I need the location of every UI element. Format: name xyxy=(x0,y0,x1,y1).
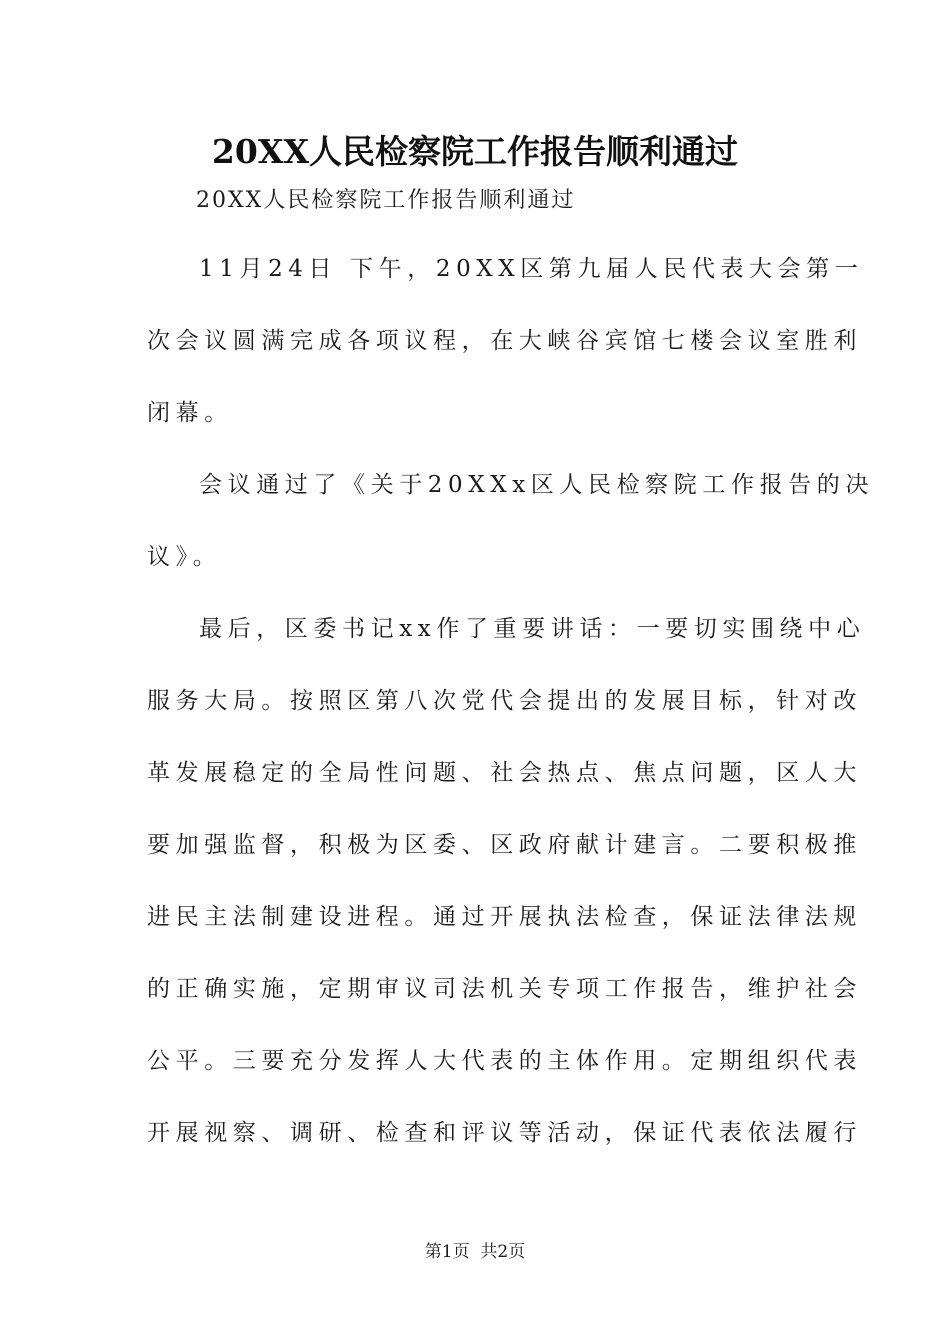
document-title: 20XX人民检察院工作报告顺利通过 xyxy=(211,132,739,171)
paragraph-line: 开展视察、调研、检查和评议等活动，保证代表依法履行 xyxy=(147,1120,862,1146)
paragraph-line: 议》。 xyxy=(147,544,222,570)
paragraph-line: 服务大局。按照区第八次党代会提出的发展目标，针对改 xyxy=(147,688,862,714)
paragraph-line: 公平。三要充分发挥人大代表的主体作用。定期组织代表 xyxy=(147,1048,862,1074)
paragraph-line: 的正确实施，定期审议司法机关专项工作报告，维护社会 xyxy=(147,976,862,1002)
paragraph-line: 进民主法制建设进程。通过开展执法检查，保证法律法规 xyxy=(147,904,862,930)
document-body xyxy=(147,233,874,1169)
paragraph-line: 最后，区委书记xx作了重要讲话：一要切实围绕中心 xyxy=(199,616,866,642)
page-number: 第1页 共2页 xyxy=(424,1242,526,1262)
paragraph-line: 革发展稳定的全局性问题、社会热点、焦点问题，区人大 xyxy=(147,760,862,786)
paragraph-line: 次会议圆满完成各项议程，在大峡谷宾馆七楼会议室胜利 xyxy=(147,328,862,354)
paragraph-line: 闭幕。 xyxy=(147,400,233,426)
paragraph-line: 会议通过了《关于20XXx区人民检察院工作报告的决 xyxy=(199,472,874,498)
page-footer xyxy=(0,1240,950,1264)
paragraph-line: 11月24日 下午，20XX区第九届人民代表大会第一 xyxy=(199,256,864,282)
paragraph-line: 要加强监督，积极为区委、区政府献计建言。二要积极推 xyxy=(147,832,862,858)
document-subtitle: 20XX人民检察院工作报告顺利通过 xyxy=(196,188,576,213)
